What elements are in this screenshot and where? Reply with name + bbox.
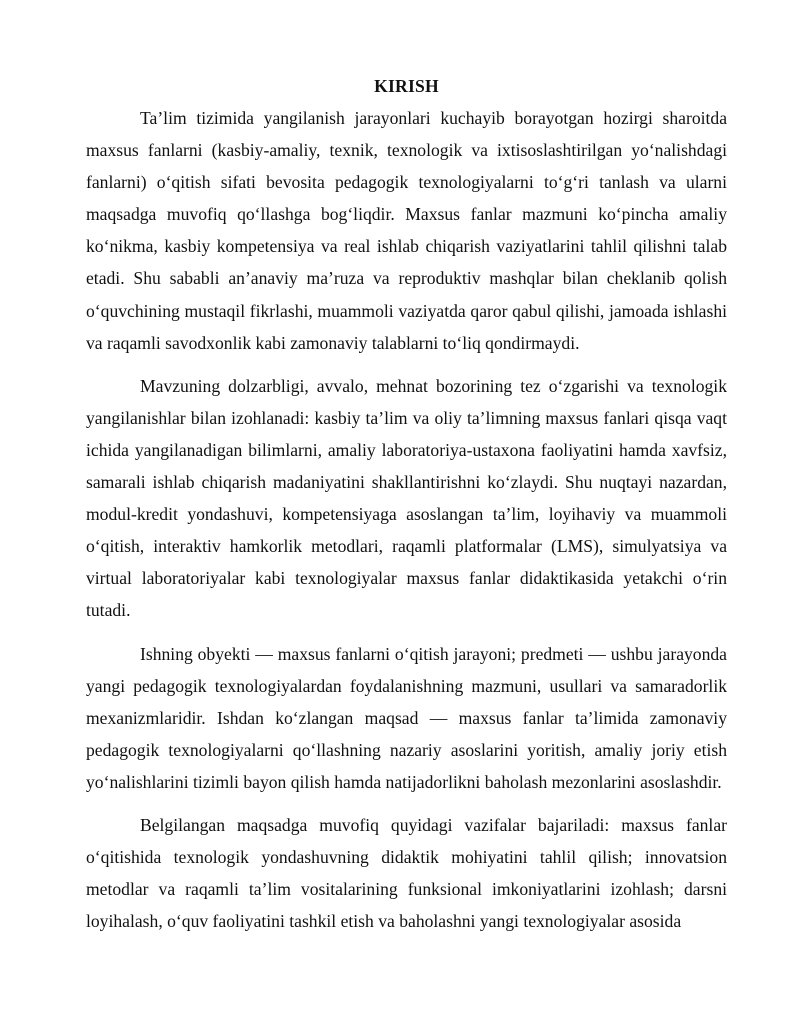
paragraph-2: Mavzuning dolzarbligi, avvalo, mehnat bozorining tez o‘zgarishi va texnologik yangilanishlar bilan izohlanadi: kasbiy ta’lim va oliy ta’limning maxsus fanlari qisqa vaqt ichida yangilanadigan bilimlarni, amaliy laboratoriya-ustaxona faoliyatini hamda xavfsiz, samarali ishlab chiqarish madaniyatini shakllantirishni ko‘zlaydi. Shu nuqtayi nazardan, modul-kredit yondashuvi, kompetensiyaga asoslangan ta’lim, loyihaviy va muammoli o‘qitish, interaktiv hamkorlik metodlari, raqamli platformalar (LMS), simulyatsiya va virtual laboratoriyalar kabi texnologiyalar maxsus fanlar didaktikasida yetakchi o‘rin tutadi. [86,375,727,621]
document-body [86,70,727,948]
paragraph-4: Belgilangan maqsadga muvofiq quyidagi vazifalar bajariladi: maxsus fanlar o‘qitishida texnologik yondashuvning didaktik mohiyatini tahlil qilish; innovatsion metodlar va raqamli ta’lim vositalarining funksional imkoniyatlarini izohlash; darsni loyihalash, o‘quv faoliyatini tashkil etish va baholashni yangi texnologiyalar asosida [86,814,727,932]
paragraph-3: Ishning obyekti — maxsus fanlarni o‘qitish jarayoni; predmeti — ushbu jarayonda yangi pedagogik texnologiyalardan foydalanishning mazmuni, usullari va samaradorlik mexanizmlaridir. Ishdan ko‘zlangan maqsad — maxsus fanlar ta’limida zamonaviy pedagogik texnologiyalarni qo‘llashning nazariy asoslarini yoritish, amaliy joriy etish yo‘nalishlarini tizimli bayon qilish hamda natijadorlikni baholash mezonlarini asoslashdir. [86,643,727,792]
paragraph-1: Ta’lim tizimida yangilanish jarayonlari kuchayib borayotgan hozirgi sharoitda maxsus fanlarni (kasbiy-amaliy, texnik, texnologik va ixtisoslashtirilgan yo‘nalishdagi fanlarni) o‘qitish sifati bevosita pedagogik texnologiyalarni to‘g‘ri tanlash va ularni maqsadga muvofiq qo‘llashga bog‘liqdir. Maxsus fanlar mazmuni ko‘pincha amaliy ko‘nikma, kasbiy kompetensiya va real ishlab chiqarish vaziyatlarini tahlil qilishni talab etadi. Shu sababli an’anaviy ma’ruza va reproduktiv mashqlar bilan cheklanib qolish o‘quvchining mustaqil fikrlashi, muammoli vaziyatda qaror qabul qilishi, jamoada ishlashi va raqamli savodxonlik kabi zamonaviy talablarni to‘liq qondirmaydi. [86,108,727,353]
page-title: KIRISH [374,76,439,96]
